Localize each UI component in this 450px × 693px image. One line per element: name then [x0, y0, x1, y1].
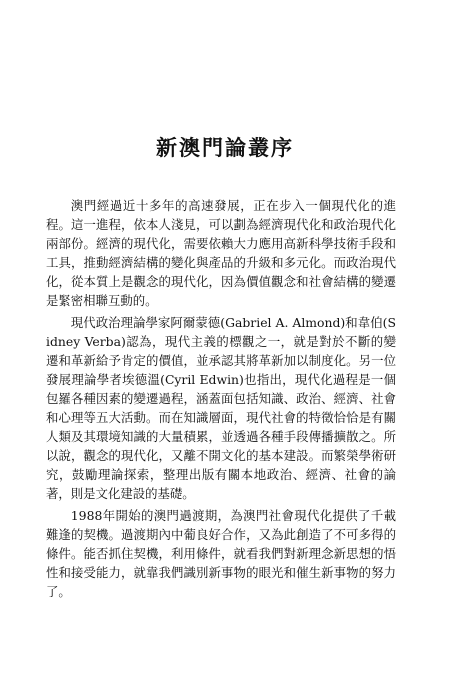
paragraph-3: 1988年開始的澳門過渡期，為澳門社會現代化提供了千載難逢的契機。過渡期內中葡良好合作，又為此創造了不可多得的條件。能否抓住契機，利用條件，就看我們對新理念新思想的悟性和接受能力，就靠我們識別新事物的眼光和催生新事物的努力了。: [46, 508, 396, 599]
paragraph-1: 澳門經過近十多年的高速發展，正在步入一個現代化的進程。這一進程，依本人淺見，可以劃為經濟現代化和政治現代化兩部份。經濟的現代化，需要依賴大力應用高新科學技術手段和工具，推動經濟結構的變化與產品的升級和多元化。而政治現代化，從本質上是觀念的現代化，因為價值觀念和社會結構的變遷是緊密相聯互動的。: [46, 198, 396, 308]
document-title: 新澳門論叢序: [156, 135, 294, 160]
document-body: [46, 196, 396, 604]
paragraph-2: 現代政治理論學家阿爾蒙德(Gabriel A. Almond)和韋伯(Sidney Verba)認為，現代主義的標觀之一，就是對於不斷的變遷和革新給予肯定的價值，並承認其將革新加以制度化。另一位發展理論學者埃德溫(Cyril Edwin)也指出，現代化過程是一個包羅各種因素的變遷過程，涵蓋面包括知識、政治、經濟、社會和心理等五大活動。而在知識層面，現代社會的特徵恰恰是有關人類及其環境知識的大量積累，並透過各種手段傳播擴散之。所以說，觀念的現代化，又離不開文化的基本建設。而繁榮學術研究，鼓勵理論探索，整理出版有關本地政治、經濟、社會的論著，則是文化建設的基礎。: [46, 315, 396, 501]
